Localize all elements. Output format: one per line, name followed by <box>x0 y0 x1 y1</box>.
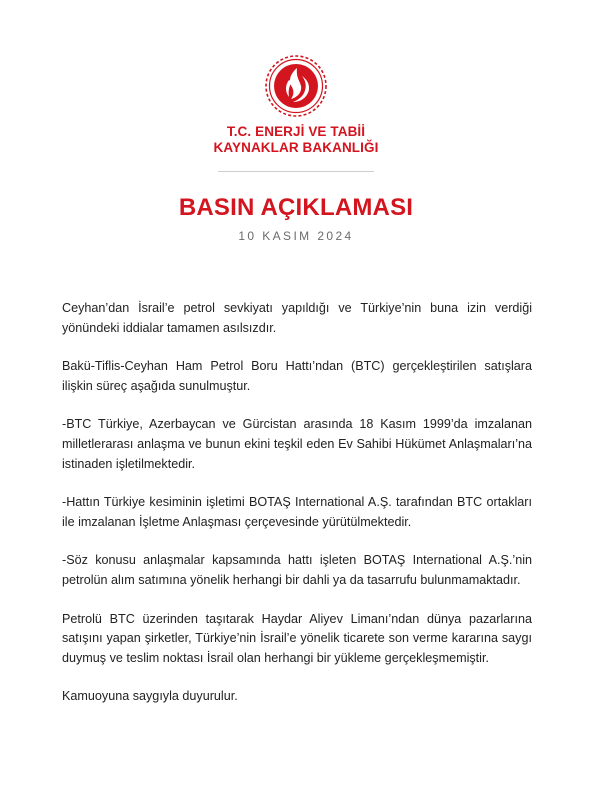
paragraph: Petrolü BTC üzerinden taşıtarak Haydar Aliyev Limanı’ndan dünya pazarlarına satışını yapan şirketler, Türkiye’nin İsrail’e yönelik ticarete son verme kararına saygı duymuş ve teslim noktası İsrail olan herhangi bir yükleme gerçekleşmemiştir. <box>62 611 532 665</box>
paragraph: -BTC Türkiye, Azerbaycan ve Gürcistan arasında 18 Kasım 1999’da imzalanan milletlerarası anlaşma ve bunun ekini teşkil eden Ev Sahibi Hükümet Anlaşmaları’na istinaden işletilmektedir. <box>62 417 532 471</box>
closing-paragraph: Kamuoyuna saygıyla duyurulur. <box>62 689 238 704</box>
press-release-body <box>62 299 532 707</box>
paragraph: -Söz konusu anlaşmalar kapsamında hattı işleten BOTAŞ International A.Ş.’nin petrolün alım satımına yönelik herhangi bir dahli ya da tasarrufu bulunmamaktadır. <box>62 553 532 587</box>
header-divider <box>218 171 374 172</box>
paragraph: -Hattın Türkiye kesiminin işletimi BOTAŞ International A.Ş. tarafından BTC ortakları ile imzalanan İşletme Anlaşması çerçevesinde yürütülmektedir. <box>62 495 532 529</box>
ministry-name-line2: KAYNAKLAR BAKANLIĞI <box>213 140 379 155</box>
press-release-title: BASIN AÇIKLAMASI <box>178 194 414 221</box>
press-release-date: 10 KASIM 2024 <box>238 229 354 243</box>
ministry-name-line1: T.C. ENERJİ VE TABİİ <box>226 124 366 139</box>
paragraph: Bakü-Tiflis-Ceyhan Ham Petrol Boru Hattı’ndan (BTC) gerçekleştirilen satışlara ilişkin süreç aşağıda sunulmuştur. <box>62 359 532 393</box>
paragraph: Ceyhan’dan İsrail’e petrol sevkiyatı yapıldığı ve Türkiye’nin buna izin verdiği yönündeki iddialar tamamen asılsızdır. <box>62 301 532 335</box>
ministry-emblem-icon <box>264 54 328 118</box>
